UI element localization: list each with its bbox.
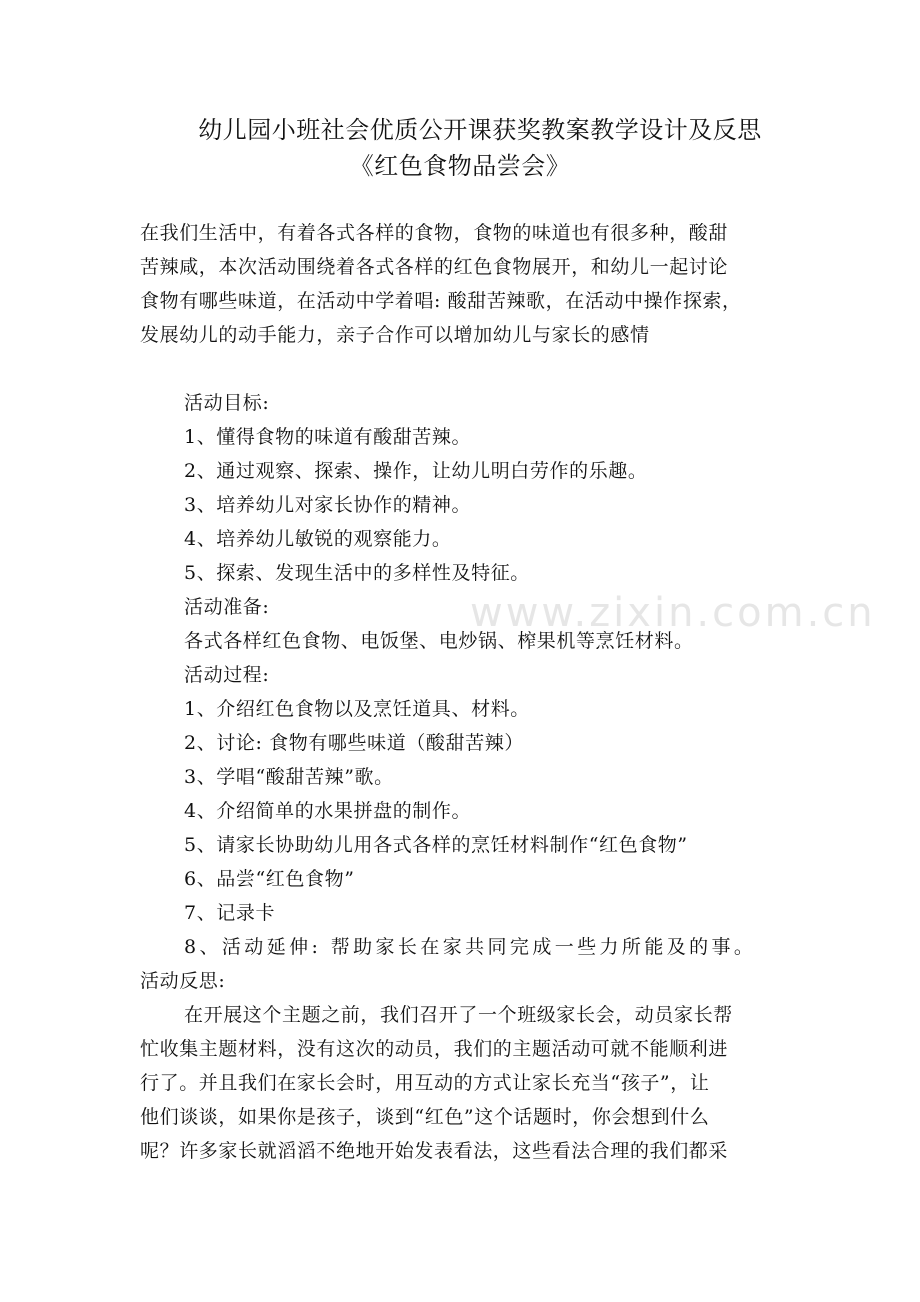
prep-heading: 活动准备: bbox=[184, 596, 270, 618]
intro-line: 在我们生活中，有着各式各样的食物，食物的味道也有很多种，酸甜 bbox=[140, 222, 729, 244]
goal-item: 3、培养幼儿对家长协作的精神。 bbox=[184, 494, 472, 516]
reflection-line: 忙收集主题材料，没有这次的动员，我们的主题活动可就不能顺利进 bbox=[140, 1038, 729, 1060]
process-item: 6、品尝“红色食物” bbox=[184, 868, 355, 890]
intro-line: 苦辣咸，本次活动围绕着各式各样的红色食物展开，和幼儿一起讨论 bbox=[140, 256, 729, 278]
process-heading: 活动过程: bbox=[184, 664, 270, 686]
goal-item: 1、懂得食物的味道有酸甜苦辣。 bbox=[184, 426, 472, 448]
reflection-line: 他们谈谈，如果你是孩子，谈到“红色”这个话题时，你会想到什么 bbox=[140, 1106, 710, 1128]
reflection-line: 在开展这个主题之前，我们召开了一个班级家长会，动员家长帮 bbox=[184, 1004, 733, 1026]
document-title: 幼儿园小班社会优质公开课获奖教案教学设计及反思 bbox=[198, 116, 762, 144]
process-item: 5、请家长协助幼儿用各式各样的烹饪材料制作“红色食物” bbox=[184, 834, 688, 856]
process-item: 7、记录卡 bbox=[184, 902, 276, 924]
prep-text: 各式各样红色食物、电饭堡、电炒锅、榨果机等烹饪材料。 bbox=[184, 630, 694, 652]
goal-item: 5、探索、发现生活中的多样性及特征。 bbox=[184, 562, 530, 584]
goal-item: 2、通过观察、探索、操作，让幼儿明白劳作的乐趣。 bbox=[184, 460, 648, 482]
process-item: 8、活动延伸: 帮助家长在家共同完成一些力所能及的事。 bbox=[184, 936, 757, 958]
goals-heading: 活动目标: bbox=[184, 392, 270, 414]
intro-line: 发展幼儿的动手能力，亲子合作可以增加幼儿与家长的感情 bbox=[140, 324, 650, 346]
intro-line: 食物有哪些味道，在活动中学着唱: 酸甜苦辣歌，在活动中操作探索， bbox=[140, 290, 742, 312]
process-item: 4、介绍简单的水果拼盘的制作。 bbox=[184, 800, 472, 822]
reflection-line: 行了。并且我们在家长会时，用互动的方式让家长充当“孩子”，让 bbox=[140, 1072, 710, 1094]
reflection-heading: 活动反思: bbox=[140, 970, 226, 992]
document-subtitle: 《红色食物品尝会》 bbox=[349, 152, 571, 180]
process-item: 1、介绍红色食物以及烹饪道具、材料。 bbox=[184, 698, 530, 720]
process-item: 3、学唱“酸甜苦辣”歌。 bbox=[184, 766, 394, 788]
reflection-line: 呢？许多家长就滔滔不绝地开始发表看法，这些看法合理的我们都采 bbox=[140, 1140, 729, 1162]
watermark: www.zixin.com.cn bbox=[470, 590, 876, 636]
goal-item: 4、培养幼儿敏锐的观察能力。 bbox=[184, 528, 452, 550]
process-item: 2、讨论: 食物有哪些味道（酸甜苦辣） bbox=[184, 732, 524, 754]
